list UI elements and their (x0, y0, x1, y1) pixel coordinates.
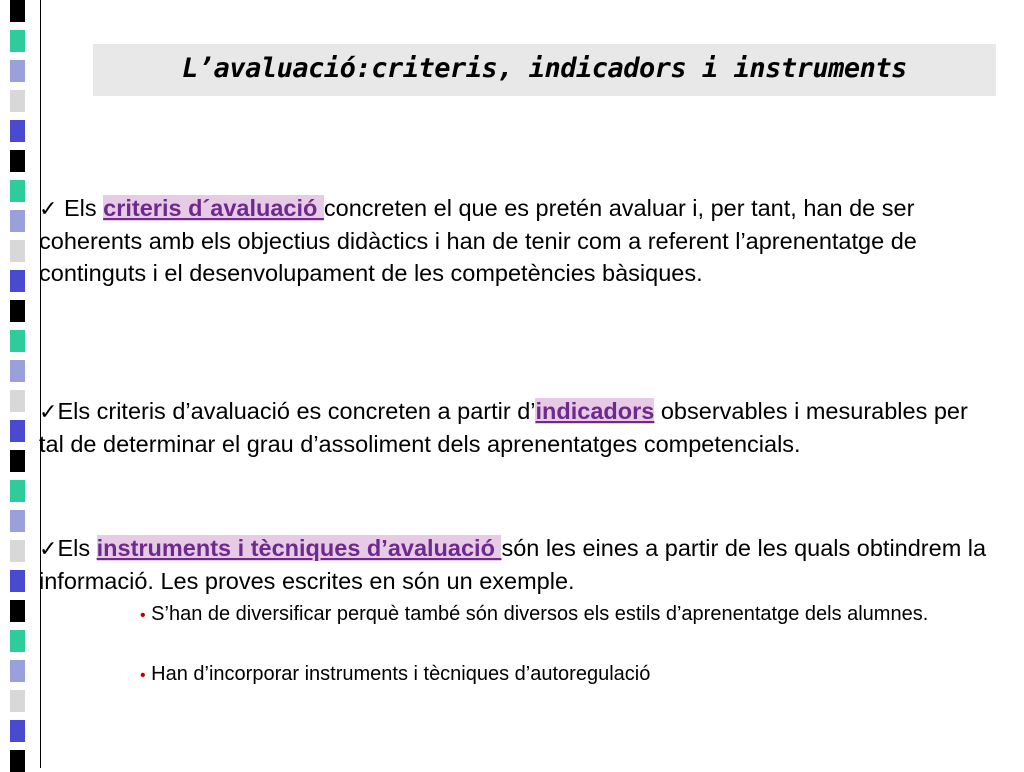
paragraph-text: observables i mesurables per tal de determinar el grau d’assoliment dels aprenentatges competencials. (39, 398, 968, 457)
strip-square (10, 0, 25, 22)
strip-square (10, 660, 25, 682)
strip-square (10, 630, 25, 652)
strip-square (10, 180, 25, 202)
bullet-icon: • (140, 607, 146, 624)
paragraph-text: Els criteris d’avaluació es concreten a partir d’ (57, 398, 536, 424)
highlight-indicadors: indicadors (535, 398, 655, 424)
sub-bullet-text: Han d’incorporar instruments i tècniques d’autoregulació (151, 663, 651, 685)
sub-bullet-item (140, 660, 1000, 690)
strip-square (10, 30, 25, 52)
strip-square (10, 90, 25, 112)
paragraph-text: Els (57, 535, 97, 561)
strip-square (10, 330, 25, 352)
strip-square (10, 150, 25, 172)
paragraph-text: concreten el que es pretén avaluar i, per tant, han de ser coherents amb els objectius didàctics i han de tenir com a referent l’aprenentatge de continguts i el desenvolupament de les competències bàsiques. (39, 195, 917, 286)
left-decorative-strip (0, 0, 27, 768)
strip-square (10, 510, 25, 532)
strip-square (10, 420, 25, 442)
strip-square (10, 480, 25, 502)
strip-square (10, 450, 25, 472)
strip-square (10, 360, 25, 382)
strip-square (10, 570, 25, 592)
strip-square (10, 120, 25, 142)
vertical-divider (40, 0, 41, 768)
highlight-instruments: instruments i tècniques d’avaluació (96, 535, 502, 561)
strip-square (10, 210, 25, 232)
strip-square (10, 600, 25, 622)
paragraph-criteris (39, 192, 999, 289)
strip-square (10, 390, 25, 412)
paragraph-instruments (39, 532, 999, 597)
check-icon: ✓ (39, 536, 58, 561)
paragraph-indicadors (39, 395, 999, 460)
highlight-criteris: criteris d´avaluació (103, 195, 324, 221)
page-title: L’avaluació:criteris, indicadors i instruments (182, 53, 907, 84)
title-box (93, 44, 996, 96)
check-icon: ✓ (39, 196, 58, 221)
paragraph-text: són les eines a partir de les quals obtindrem la informació. Les proves escrites en són un exemple. (39, 535, 987, 594)
check-icon: ✓ (39, 399, 58, 424)
sub-bullet-text: S’han de diversificar perquè també són diversos els estils d’aprenentatge dels alumnes. (151, 603, 929, 625)
bullet-icon: • (140, 667, 146, 684)
strip-square (10, 540, 25, 562)
strip-square (10, 270, 25, 292)
sub-bullet-item (140, 600, 1000, 630)
strip-square (10, 750, 25, 772)
strip-square (10, 240, 25, 262)
strip-square (10, 720, 25, 742)
paragraph-text: Els (57, 195, 104, 221)
strip-square (10, 690, 25, 712)
strip-square (10, 300, 25, 322)
strip-square (10, 60, 25, 82)
